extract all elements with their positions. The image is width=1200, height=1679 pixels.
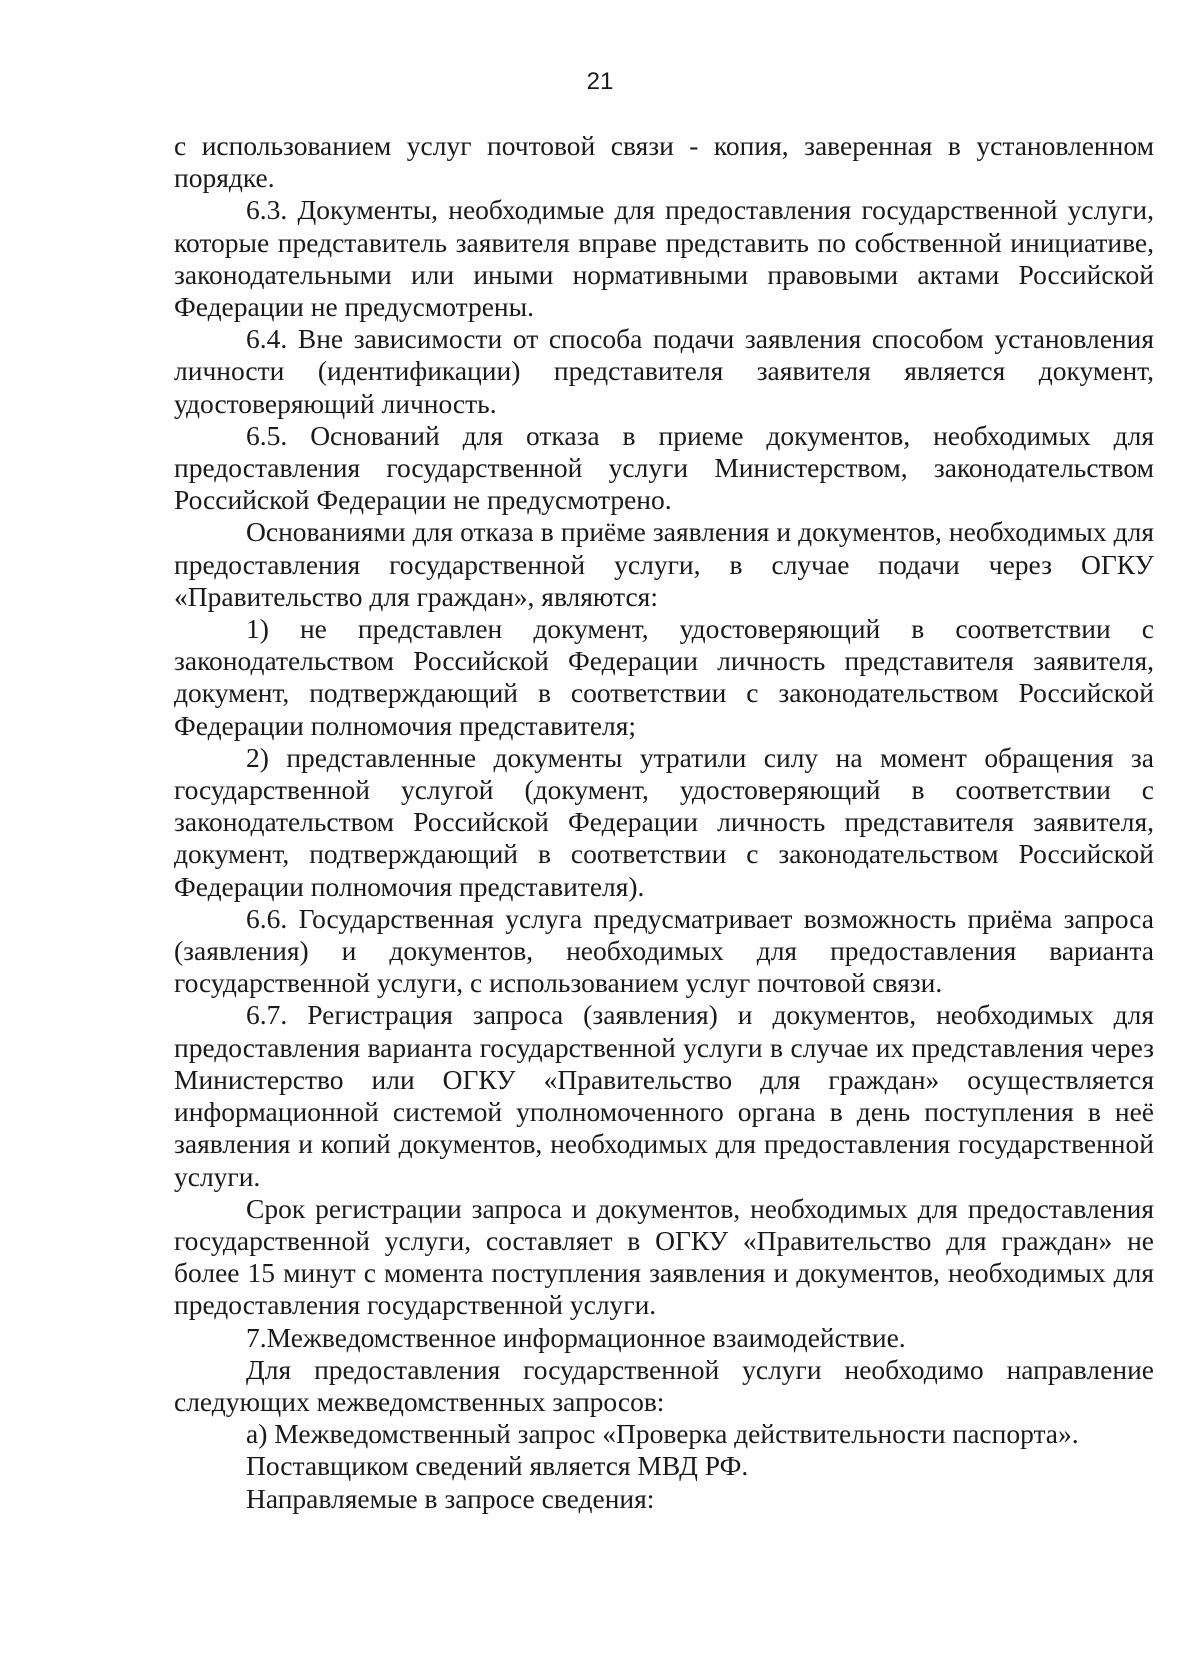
paragraph-interagency-requests: Для предоставления государственной услуги необходимо направление следующих межведомственных запросов: bbox=[174, 1353, 1154, 1417]
paragraph-provider: Поставщиком сведений является МВД РФ. bbox=[246, 1450, 749, 1482]
paragraph-request-a: а) Межведомственный запрос «Проверка действительности паспорта». bbox=[246, 1418, 1079, 1450]
paragraph-6-3: 6.3. Документы, необходимые для предоставления государственной услуги, которые представитель заявителя вправе представить по собственной инициативе, законодательными или иными нормативными правовыми актами Российской Федерации не предусмотрены. bbox=[174, 194, 1154, 323]
paragraph-sent-data: Направляемые в запросе сведения: bbox=[246, 1482, 655, 1514]
list-item-2: 2) представленные документы утратили силу на момент обращения за государственной услугой (документ, удостоверяющий в соответствии с законодательством Российской Федерации личность представителя заявителя, документ, подтверждающий в соответствии с законодательством Российской Федерации полномочия представителя). bbox=[174, 741, 1154, 902]
paragraph-6-4: 6.4. Вне зависимости от способа подачи заявления способом установления личности (идентификации) представителя заявителя является документ, удостоверяющий личность. bbox=[174, 323, 1154, 419]
section-heading-7: 7.Межведомственное информационное взаимодействие. bbox=[246, 1321, 906, 1353]
paragraph-refusal-grounds: Основаниями для отказа в приёме заявления и документов, необходимых для предоставления государственной услуги, в случае подачи через ОГКУ «Правительство для граждан», являются: bbox=[174, 516, 1154, 612]
paragraph-registration-term: Срок регистрации запроса и документов, необходимых для предоставления государственной услуги, составляет в ОГКУ «Правительство для граждан» не более 15 минут с момента поступления заявления и документов, необходимых для предоставления государственной услуги. bbox=[174, 1192, 1154, 1321]
paragraph-postal-copy: с использованием услуг почтовой связи - копия, заверенная в установленном порядке. bbox=[174, 130, 1154, 194]
paragraph-6-6: 6.6. Государственная услуга предусматривает возможность приёма запроса (заявления) и документов, необходимых для предоставления варианта государственной услуги, с использованием услуг почтовой связи. bbox=[174, 902, 1154, 999]
page-number: 21 bbox=[586, 68, 614, 95]
paragraph-6-7: 6.7. Регистрация запроса (заявления) и документов, необходимых для предоставления варианта государственной услуги в случае их представления через Министерство или ОГКУ «Правительство для граждан» осуществляется информационной системой уполномоченного органа в день поступления в неё заявления и копий документов, необходимых для предоставления государственной услуги. bbox=[174, 999, 1154, 1192]
document-body bbox=[174, 130, 1154, 1515]
paragraph-6-5: 6.5. Оснований для отказа в приеме документов, необходимых для предоставления государственной услуги Министерством, законодательством Российской Федерации не предусмотрено. bbox=[174, 419, 1154, 516]
list-item-1: 1) не представлен документ, удостоверяющий в соответствии с законодательством Российской Федерации личность представителя заявителя, документ, подтверждающий в соответствии с законодательством Российской Федерации полномочия представителя; bbox=[174, 613, 1154, 741]
